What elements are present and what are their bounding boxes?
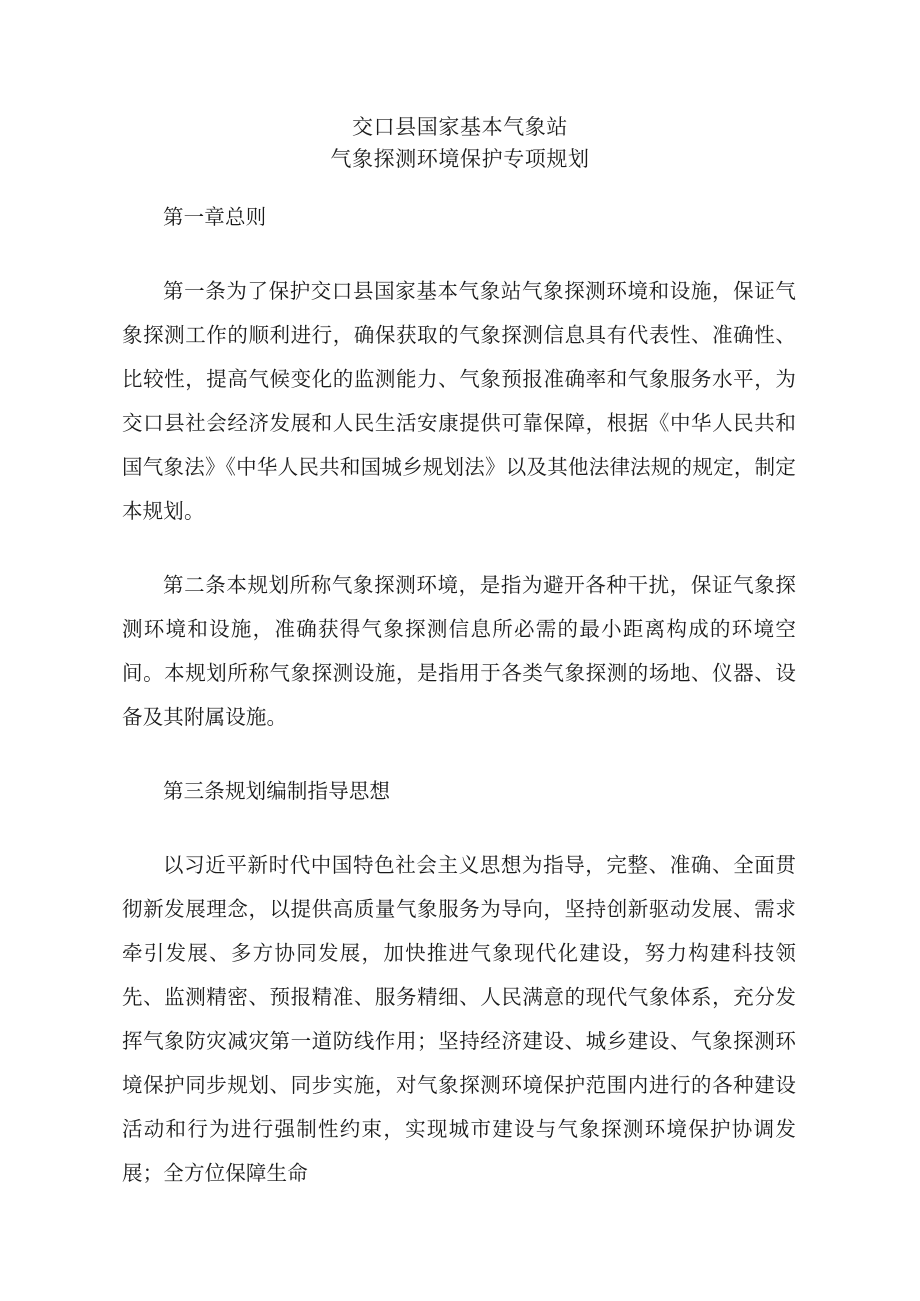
chapter-heading: 第一章总则 [163,207,267,229]
article-1-paragraph: 第一条为了保护交口县国家基本气象站气象探测环境和设施，保证气象探测工作的顺利进行，确保获取的气象探测信息具有代表性、准确性、比较性，提高气候变化的监测能力、气象预报准确率和气象服务水平，为交口县社会经济发展和人民生活安康提供可靠保障，根据《中华人民共和国气象法》《中华人民共和国城乡规划法》以及其他法律法规的规定，制定本规划。 [122,281,796,523]
document-title-line-2: 气象探测环境保护专项规划 [330,148,590,171]
document-body [122,196,796,1196]
document-title-line-1: 交口县国家基本气象站 [352,116,568,139]
article-3-heading: 第三条规划编制指导思想 [163,781,391,803]
document-title [0,112,920,176]
article-3-paragraph: 以习近平新时代中国特色社会主义思想为指导，完整、准确、全面贯彻新发展理念，以提供高质量气象服务为导向，坚持创新驱动发展、需求牵引发展、多方协同发展，加快推进气象现代化建设，努力构建科技领先、监测精密、预报精准、服务精细、人民满意的现代气象体系，充分发挥气象防灾减灾第一道防线作用；坚持经济建设、城乡建设、气象探测环境保护同步规划、同步实施，对气象探测环境保护范围内进行的各种建设活动和行为进行强制性约束，实现城市建设与气象探测环境保护协调发展；全方位保障生命 [122,855,796,1185]
article-2-paragraph: 第二条本规划所称气象探测环境，是指为避开各种干扰，保证气象探测环境和设施，准确获得气象探测信息所必需的最小距离构成的环境空间。本规划所称气象探测设施，是指用于各类气象探测的场地、仪器、设备及其附属设施。 [122,575,796,729]
